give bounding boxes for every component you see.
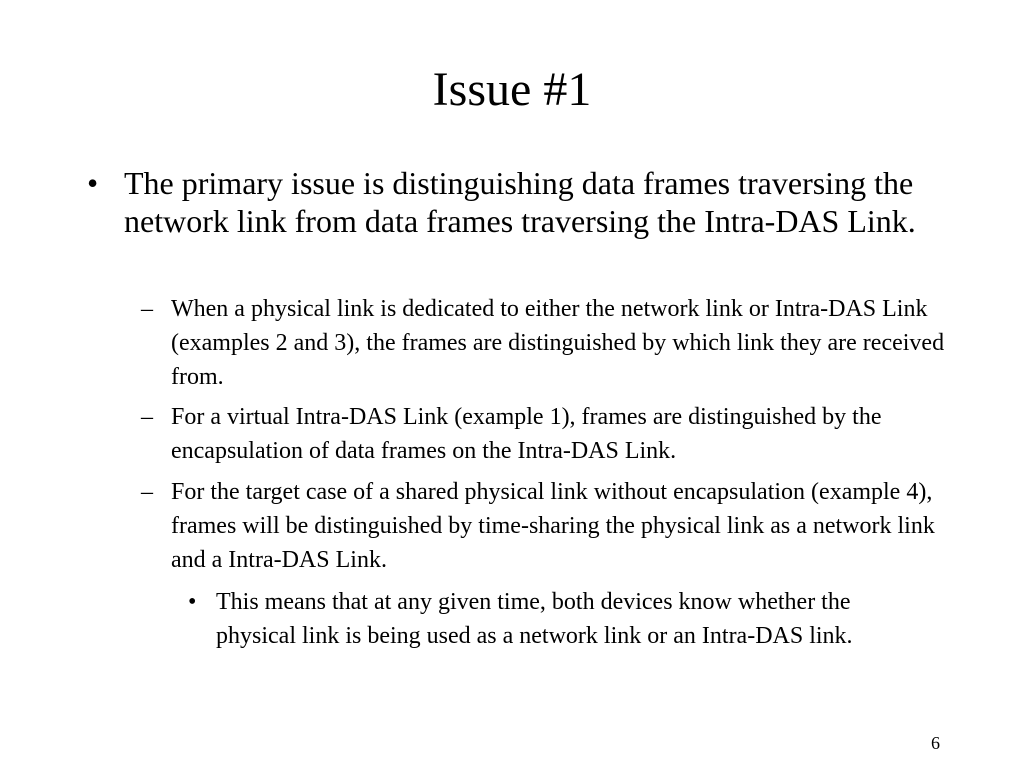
sub-sub-bullet-text: This means that at any given time, both devices know whether the physical link is being used as a network link or an Intra-DAS link. bbox=[216, 589, 853, 649]
sub-bullet bbox=[141, 475, 951, 577]
sub-bullet-text: For the target case of a shared physical link without encapsulation (example 4), frames will be distinguished by time-sharing the physical link as a network link and a Intra-DAS Link. bbox=[171, 479, 935, 573]
dash-marker: – bbox=[141, 479, 153, 505]
bullet-marker: • bbox=[188, 589, 197, 615]
sub-bullet-text: For a virtual Intra-DAS Link (example 1), frames are distinguished by the encapsulation of data frames on the Intra-DAS Link. bbox=[171, 404, 882, 464]
page-number: 6 bbox=[931, 733, 940, 753]
bullet-marker: • bbox=[87, 165, 99, 201]
slide-title: Issue #1 bbox=[432, 63, 592, 116]
bullet-text: The primary issue is distinguishing data frames traversing the network link from data frames traversing the Intra-DAS Link. bbox=[124, 165, 916, 239]
sub-bullet-text: When a physical link is dedicated to either the network link or Intra-DAS Link (examples 2 and 3), the frames are distinguished by which link they are received from. bbox=[171, 296, 945, 390]
dash-marker: – bbox=[141, 296, 153, 322]
sub-bullet bbox=[141, 292, 951, 394]
bullet-level1 bbox=[87, 164, 924, 240]
dash-marker: – bbox=[141, 404, 153, 430]
sub-bullet bbox=[141, 400, 951, 468]
sub-sub-bullet bbox=[188, 585, 936, 653]
